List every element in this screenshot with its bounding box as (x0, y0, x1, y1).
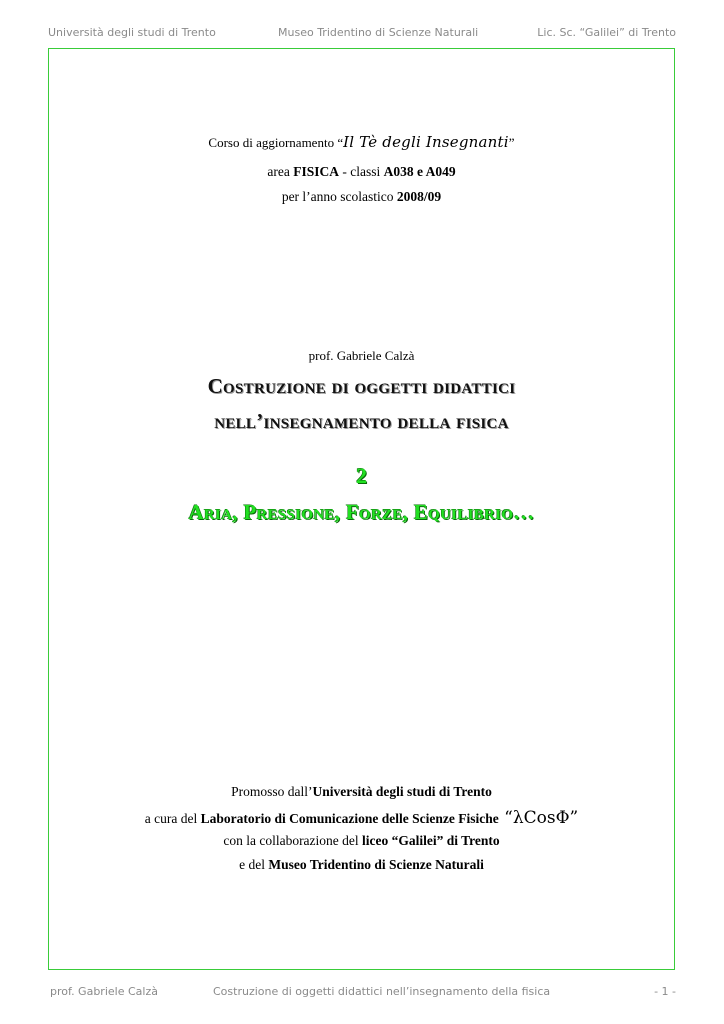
footer-author: prof. Gabriele Calzà (50, 985, 158, 998)
promo2-bold: Laboratorio di Comunicazione delle Scienze Fisiche (200, 811, 499, 826)
course-name: Il Tè degli Insegnanti (343, 133, 509, 151)
volume-number: 2 (356, 463, 367, 488)
promotion-line-3 (48, 833, 675, 849)
promo3-bold: liceo “Galilei” di Trento (362, 833, 500, 848)
main-title-text-1: Costruzione di oggetti didattici (207, 374, 516, 398)
promo1-bold: Università degli studi di Trento (312, 784, 492, 799)
main-title-line-1 (48, 374, 675, 399)
footer-title: Costruzione di oggetti didattici nell’insegnamento della fisica (213, 985, 551, 998)
area-prefix: area (267, 164, 294, 179)
year-prefix: per l’anno scolastico (281, 189, 397, 204)
course-prefix: Corso di aggiornamento “ (208, 135, 344, 150)
page-header (0, 26, 724, 42)
main-title-text-2: nell’insegnamento della fisica (214, 409, 509, 433)
promo2-prefix: a cura del (144, 811, 201, 826)
school-year-line (48, 189, 675, 205)
course-suffix: ” (508, 135, 515, 150)
area-line (48, 164, 675, 180)
header-museum: Museo Tridentino di Scienze Naturali (278, 26, 479, 39)
promotion-line-2 (48, 808, 675, 828)
footer-page-number: - 1 - (654, 985, 676, 998)
lab-symbol: “λCosΦ” (498, 808, 579, 828)
promo1-prefix: Promosso dall’ (231, 784, 313, 799)
classes-codes: A038 e A049 (383, 164, 456, 179)
subtitle-line (48, 500, 675, 525)
promo4-bold: Museo Tridentino di Scienze Naturali (268, 857, 484, 872)
header-school: Lic. Sc. “Galilei” di Trento (537, 26, 676, 39)
course-line (48, 133, 675, 151)
author: prof. Gabriele Calzà (308, 348, 415, 363)
promo4-prefix: e del (239, 857, 269, 872)
promotion-line-1 (48, 784, 675, 800)
area-subject: FISICA (293, 164, 339, 179)
page-footer (0, 985, 724, 1001)
header-university: Università degli studi di Trento (48, 26, 216, 39)
school-year: 2008/09 (396, 189, 442, 204)
main-title-line-2 (48, 409, 675, 434)
promotion-line-4 (48, 857, 675, 873)
promo3-prefix: con la collaborazione del (223, 833, 363, 848)
classes-prefix: - classi (339, 164, 384, 179)
subtitle-text: Aria, Pressione, Forze, Equilibrio… (188, 500, 535, 524)
